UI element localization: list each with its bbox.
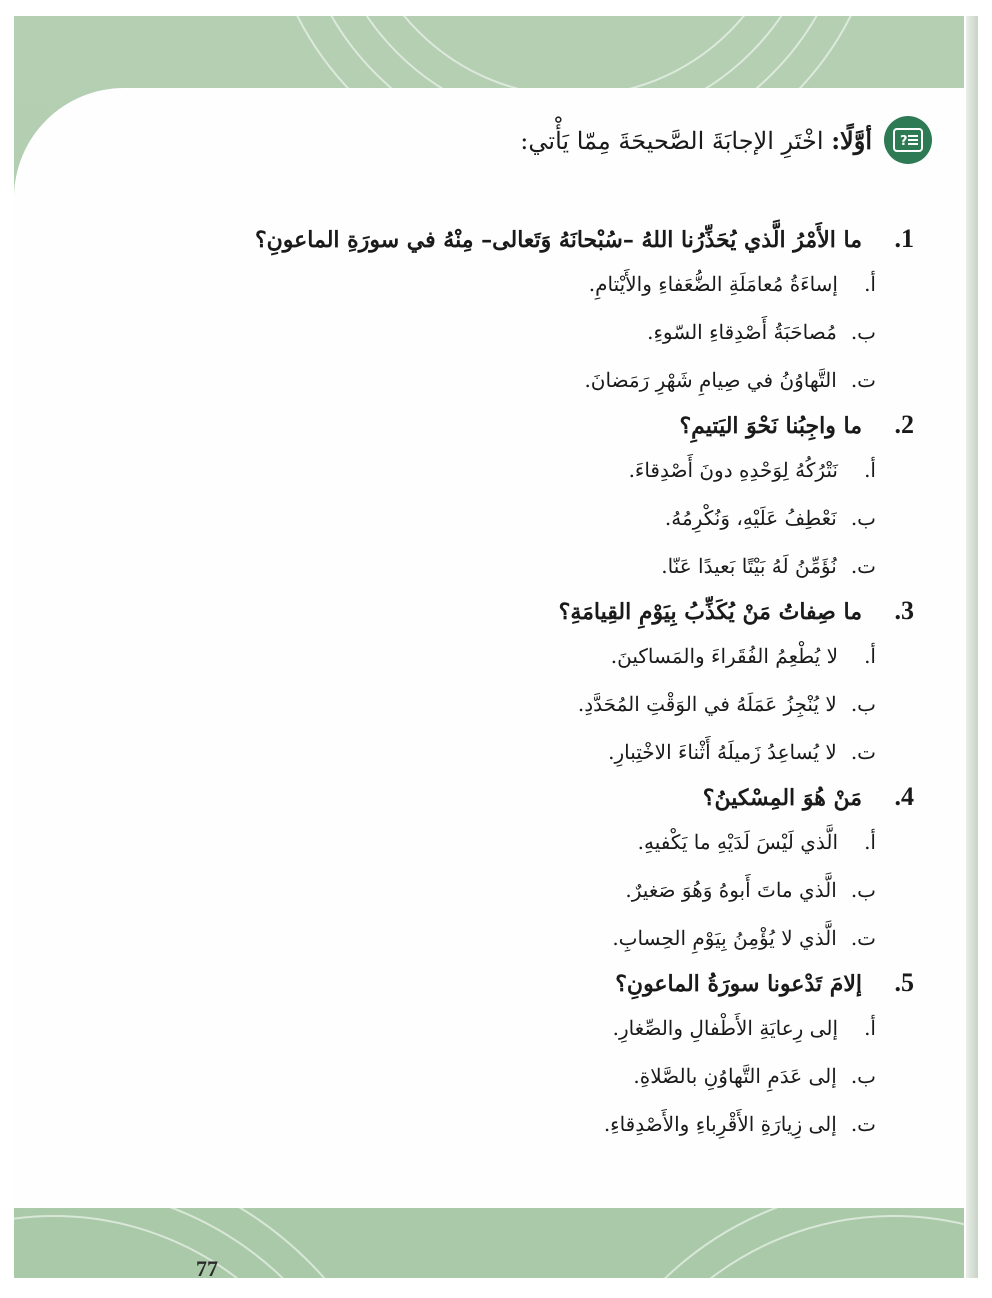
option-letter: ب. — [850, 1064, 876, 1088]
option-letter: ب. — [850, 878, 876, 902]
option-text: مُصاحَبَةُ أَصْدِقاءِ السّوءِ. — [647, 320, 837, 344]
section-label: أوَّلًا: — [831, 125, 872, 155]
option-text: لا يُطْعِمُ الفُقَراءَ والمَساكينَ. — [610, 644, 838, 668]
question-3 — [214, 590, 914, 776]
quiz-card-icon — [884, 116, 932, 164]
option-text: نَتْرُكُهُ لِوَحْدِهِ دونَ أَصْدِقاءَ. — [628, 458, 838, 482]
option-letter: ت. — [850, 368, 876, 392]
options-list — [214, 260, 914, 404]
option-letter: أ. — [864, 830, 876, 854]
book-spine — [966, 16, 978, 1278]
option-text: لا يُنْجِزُ عَمَلَهُ في الوَقْتِ المُحَدَّدِ. — [577, 692, 837, 716]
question-text: ما واجِبُنا نَحْوَ اليَتيمِ؟ — [679, 413, 862, 439]
question-text: ما صِفاتُ مَنْ يُكَذِّبُ بِيَوْمِ القِيامَةِ؟ — [558, 599, 862, 625]
option-text: الَّذي لَيْسَ لَدَيْهِ ما يَكْفيهِ. — [637, 830, 838, 854]
page-number: 77 — [196, 1256, 218, 1281]
question-text: ما الأَمْرُ الَّذي يُحَذِّرُنا اللهُ –سُبْحانَهُ وَتَعالى– مِنْهُ في سورَةِ الماعونِ؟ — [254, 227, 862, 253]
option-letter: ت. — [850, 740, 876, 764]
section-instruction: اخْتَرِ الإجابَةَ الصَّحيحَةَ مِمّا يَأْتي: — [520, 126, 824, 155]
option-letter: ت. — [850, 926, 876, 950]
answer-option[interactable] — [214, 728, 914, 776]
option-text: إلى زِيارَةِ الأَقْرِباءِ والأَصْدِقاءِ. — [603, 1112, 837, 1136]
option-letter: أ. — [864, 272, 876, 296]
answer-option[interactable] — [214, 308, 914, 356]
answer-option[interactable] — [214, 494, 914, 542]
answer-option[interactable] — [214, 1052, 914, 1100]
option-letter: أ. — [864, 1016, 876, 1040]
section-header — [520, 118, 932, 162]
option-text: التَّهاوُنُ في صِيامِ شَهْرِ رَمَضانَ. — [584, 368, 837, 392]
question-title — [214, 962, 914, 1004]
option-text: الَّذي ماتَ أَبوهُ وَهُوَ صَغيرٌ. — [625, 878, 837, 902]
option-text: لا يُساعِدُ زَميلَهُ أَثْناءَ الاخْتِبارِ. — [608, 740, 837, 764]
option-text: إلى رِعايَةِ الأَطْفالِ والصِّغارِ. — [612, 1016, 838, 1040]
answer-option[interactable] — [214, 356, 914, 404]
question-title — [214, 218, 914, 260]
question-number: 4. — [894, 782, 914, 811]
answer-option[interactable] — [214, 542, 914, 590]
answer-option[interactable] — [214, 914, 914, 962]
question-text: إلامَ تَدْعونا سورَةُ الماعونِ؟ — [615, 971, 862, 997]
question-number: 2. — [894, 410, 914, 439]
question-number: 5. — [894, 968, 914, 997]
answer-option[interactable] — [214, 260, 914, 308]
option-letter: ت. — [850, 554, 876, 578]
options-list — [214, 632, 914, 776]
question-title — [214, 590, 914, 632]
question-1 — [214, 218, 914, 404]
svg-text:?: ? — [900, 134, 908, 149]
options-list — [214, 1004, 914, 1148]
option-letter: ب. — [850, 320, 876, 344]
option-text: الَّذي لا يُؤْمِنُ بِيَوْمِ الحِسابِ. — [612, 926, 837, 950]
answer-option[interactable] — [214, 1100, 914, 1148]
answer-option[interactable] — [214, 680, 914, 728]
answer-option[interactable] — [214, 866, 914, 914]
answer-option[interactable] — [214, 1004, 914, 1052]
option-text: إلى عَدَمِ التَّهاوُنِ بالصَّلاةِ. — [633, 1064, 837, 1088]
option-letter: ب. — [850, 692, 876, 716]
option-letter: ب. — [850, 506, 876, 530]
option-letter: أ. — [864, 644, 876, 668]
questions-list — [214, 218, 914, 1148]
option-letter: ت. — [850, 1112, 876, 1136]
question-title — [214, 776, 914, 818]
answer-option[interactable] — [214, 632, 914, 680]
option-text: إساءَةُ مُعامَلَةِ الضُّعَفاءِ والأَيْتامِ. — [588, 272, 838, 296]
question-text: مَنْ هُوَ المِسْكينُ؟ — [702, 785, 862, 811]
question-number: 3. — [894, 596, 914, 625]
options-list — [214, 818, 914, 962]
option-letter: أ. — [864, 458, 876, 482]
question-2 — [214, 404, 914, 590]
answer-option[interactable] — [214, 446, 914, 494]
question-5 — [214, 962, 914, 1148]
options-list — [214, 446, 914, 590]
question-title — [214, 404, 914, 446]
answer-option[interactable] — [214, 818, 914, 866]
option-text: نَعْطِفُ عَلَيْهِ، وَنُكْرِمُهُ. — [664, 506, 837, 530]
section-heading — [520, 126, 872, 155]
option-text: نُؤَمِّنُ لَهُ بَيْتًا بَعيدًا عَنّا. — [661, 554, 837, 578]
question-number: 1. — [894, 224, 914, 253]
question-4 — [214, 776, 914, 962]
